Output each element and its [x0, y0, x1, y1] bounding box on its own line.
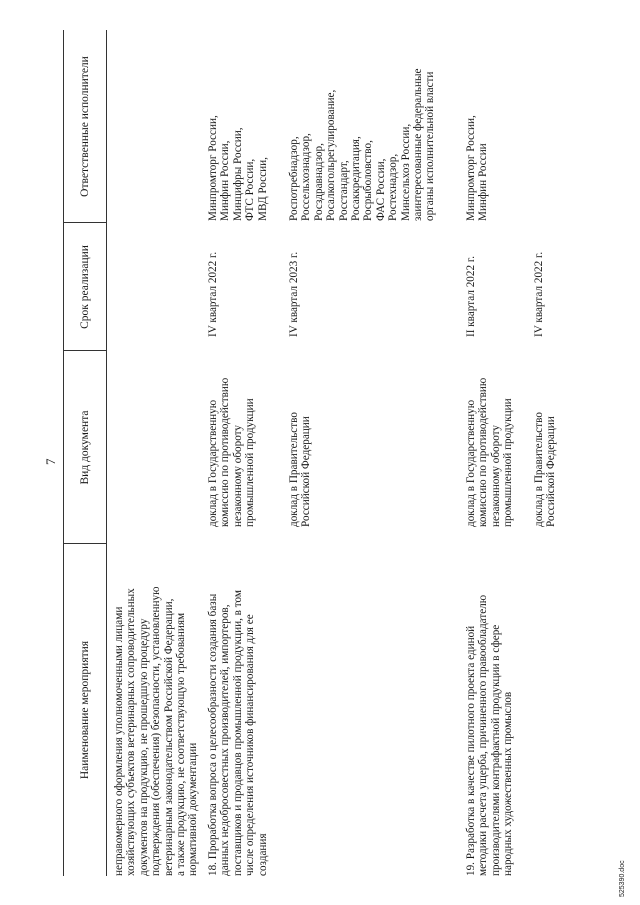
item-18-executors-1: Минпромторг России, Минфин России, Минцифры России, ФТС России, МВД России, — [207, 115, 269, 221]
item-18-name: 18. Проработка вопроса о целесообразности создания базы данных недобросовестных производителей, импортеров, поставщиков и продавцов промышленной продукции, в том числе определения источников финансирования для ее создания — [207, 590, 269, 876]
item-18-executors-2: Роспотребнадзор, Россельхознадзор, Росздравнадзор, Росалкогольрегулирование, Росстандарт, Росаккредитация, Росрыболовство, ФАС России, Ростехнадзор, Минсельхоз России, заинтересованные федеральные органы исполнительной власти — [288, 68, 437, 221]
item-19-deadline-1: II квартал 2022 г. — [465, 256, 477, 337]
item-18-doc-2: доклад в Правительство Российской Федерации — [288, 412, 313, 527]
table-top-border — [63, 30, 64, 876]
file-id: 525390.doc — [619, 860, 626, 897]
header-executors: Ответственные исполнители — [79, 56, 91, 197]
header-doc-type: Вид документа — [79, 410, 91, 485]
header-name: Наименование мероприятия — [79, 640, 91, 780]
continuation-text: неправомерного оформления уполномоченными лицами хозяйствующих субъектов ветеринарных сопроводительных документов на продукцию, не прошедшую процедуру подтверждения (обеспечения) безопасности, установленную ветеринарным законодательством Российской Федерации, а также продукцию, не соответствующую требованиям нормативной документации — [113, 586, 200, 876]
item-19-doc-2: доклад в Правительство Российской Федерации — [533, 412, 558, 527]
item-19-name: 19. Разработка в качестве пилотного проекта единой методики расчета ущерба, причиненного правообладателю производителями контрафактной продукции в сфере народных художественных промыслов — [465, 594, 515, 876]
item-18-deadline-1: IV квартал 2022 г. — [207, 251, 219, 337]
item-19-deadline-2: IV квартал 2022 г. — [533, 251, 545, 337]
page-number: 7 — [43, 458, 58, 465]
item-19-executors-1: Минпромторг России, Минфин России — [465, 115, 490, 221]
header-deadline: Срок реализации — [79, 245, 91, 329]
item-18-doc-1: доклад в Государственную комиссию по противодействию незаконному обороту промышленной продукции — [207, 377, 257, 527]
item-18-deadline-2: IV квартал 2023 г. — [288, 251, 300, 337]
header-bottom-border — [106, 30, 107, 876]
item-19-doc-1: доклад в Государственную комиссию по противодействию незаконному обороту промышленной продукции — [465, 377, 515, 527]
